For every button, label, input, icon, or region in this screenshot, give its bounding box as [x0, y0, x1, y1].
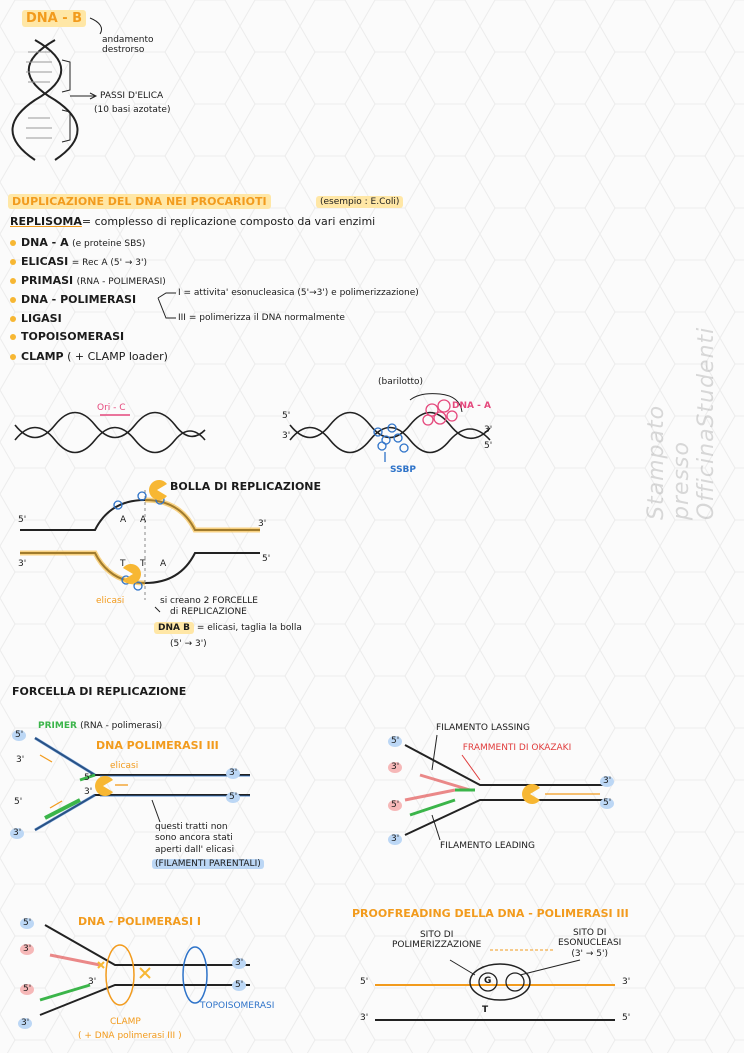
bolla-3-right: 3' — [258, 519, 267, 529]
origin-5b: 5' — [484, 441, 493, 451]
proof-3: 3' — [622, 977, 631, 987]
parentali-text: (FILAMENTI PARENTALI) — [152, 859, 264, 869]
lasting-label: FILAMENTO LASSING — [436, 723, 530, 733]
parentali-label — [152, 860, 264, 869]
dna-b-andamento: andamento destrorso — [102, 35, 154, 55]
pol-iii-note: III = polimerizza il DNA normalmente — [178, 313, 345, 323]
fork1-5b: 5' — [14, 797, 23, 807]
proof-5b: 5' — [622, 1013, 631, 1023]
duplicazione-title-text: DUPLICAZIONE DEL DNA NEI PROCARIOTI — [8, 194, 271, 209]
dnab-dir: (5' → 3') — [170, 639, 207, 649]
replisoma-def: = complesso di replicazione composto da vari enzimi — [81, 215, 376, 228]
replisoma-item: ELICASI = Rec A (5' → 3') — [10, 256, 147, 268]
leading-label: FILAMENTO LEADING — [440, 841, 535, 851]
fork1-3a: 3' — [16, 755, 25, 765]
bolla-elicasi: elicasi — [96, 596, 125, 606]
ori-c-label: Ori - C — [97, 403, 126, 413]
proof-5: 5' — [360, 977, 369, 987]
replisoma-item: CLAMP ( + CLAMP loader) — [10, 351, 168, 362]
dnab-def: = elicasi, taglia la bolla — [196, 623, 302, 633]
dna-b-passi: PASSI D'ELICA — [100, 91, 164, 101]
fork1-3b: 3' — [10, 828, 24, 839]
base-g: G — [484, 976, 492, 986]
fork2-3b: 3' — [388, 834, 402, 845]
clamp-note: ( + DNA polimerasi III ) — [78, 1031, 182, 1041]
base-a1: A — [120, 515, 127, 525]
base-t1: T — [120, 559, 126, 569]
bolla-title: BOLLA DI REPLICAZIONE — [170, 480, 322, 493]
replisoma-item: TOPOISOMERASI — [10, 331, 124, 342]
duplicazione-title — [8, 196, 271, 207]
replisoma-item: DNA - POLIMERASI — [10, 294, 136, 305]
replisoma-item: PRIMASI (RNA - POLIMERASI) — [10, 275, 166, 287]
dna-a-label: DNA - A — [452, 401, 491, 411]
duplicazione-esempio — [316, 198, 403, 207]
origin-3a: 3' — [282, 431, 291, 441]
clamp-label: CLAMP — [110, 1017, 141, 1027]
sito-eso-label: SITO DI ESONUCLEASI (3' → 5') — [558, 928, 622, 959]
replisoma-line — [10, 216, 375, 227]
base-a2: A — [140, 515, 147, 525]
pol1-5-right: 5' — [232, 980, 246, 991]
base-t2: T — [140, 559, 146, 569]
pol-i-note: I = attivita' esonucleasica (5'→3') e polimerizzazione) — [178, 288, 419, 298]
dnab-label: DNA B — [154, 622, 194, 634]
tratti-note: questi tratti non sono ancora stati aperti dall' elicasi — [155, 822, 235, 855]
primer-label: PRIMER (RNA - polimerasi) — [38, 721, 163, 731]
pol1-3-inner: 3' — [88, 977, 97, 987]
dna-b-passi-sub: (10 basi azotate) — [94, 105, 171, 115]
base-t: T — [482, 1005, 489, 1015]
dnab-line — [154, 624, 302, 633]
replisoma-item: LIGASI — [10, 313, 62, 324]
forcella-title: FORCELLA DI REPLICAZIONE — [12, 685, 187, 698]
ssbp-label: SSBP — [390, 465, 417, 475]
fork2-5b: 5' — [388, 800, 402, 811]
fork1-5-inner: 5' — [84, 773, 93, 783]
bolla-3-left: 3' — [18, 559, 27, 569]
fork1-3-inner: 3' — [84, 787, 93, 797]
proof-title: PROOFREADING DELLA DNA - POLIMERASI III — [352, 907, 629, 920]
bolla-forcelle: si creano 2 FORCELLE — [160, 596, 258, 606]
dna-b-title-text: DNA - B — [22, 10, 86, 27]
fork2-3-right: 3' — [600, 776, 614, 787]
bolla-5-left: 5' — [18, 515, 27, 525]
sito-pol-label: SITO DI POLIMERIZZAZIONE — [392, 930, 482, 951]
fork1-5-right: 5' — [226, 792, 240, 803]
base-a3: A — [160, 559, 167, 569]
fork1-elicasi: elicasi — [110, 761, 139, 771]
bolla-5-right: 5' — [262, 554, 271, 564]
fork1-5a: 5' — [12, 730, 26, 741]
barilotto-label: (barilotto) — [378, 377, 424, 387]
pol1-3-right: 3' — [232, 958, 246, 969]
origin-5a: 5' — [282, 411, 291, 421]
fork1-3-right: 3' — [226, 768, 240, 779]
proof-3b: 3' — [360, 1013, 369, 1023]
dna-b-title — [22, 12, 86, 25]
watermark: Stampato presso OfficinaStudenti — [644, 326, 719, 520]
fork2-5-right: 5' — [600, 798, 614, 809]
pol1-5a: 5' — [20, 918, 34, 929]
pol3-label: DNA POLIMERASI III — [96, 739, 219, 752]
pol1-3a: 3' — [20, 944, 34, 955]
pol1-3b: 3' — [18, 1018, 32, 1029]
okazaki-label: FRAMMENTI DI OKAZAKI — [462, 743, 572, 753]
bolla-forcelle-2: di REPLICAZIONE — [170, 607, 247, 617]
replisoma-label: REPLISOMA — [10, 215, 82, 228]
duplicazione-esempio-text: (esempio : E.Coli) — [316, 196, 403, 208]
pol1-5b: 5' — [20, 984, 34, 995]
origin-3b: 3' — [484, 425, 493, 435]
replisoma-item: DNA - A (e proteine SBS) — [10, 237, 145, 249]
topo-label: TOPOISOMERASI — [200, 1001, 275, 1011]
pol1-title: DNA - POLIMERASI I — [78, 915, 201, 928]
fork2-3a: 3' — [388, 762, 402, 773]
fork2-5a: 5' — [388, 736, 402, 747]
